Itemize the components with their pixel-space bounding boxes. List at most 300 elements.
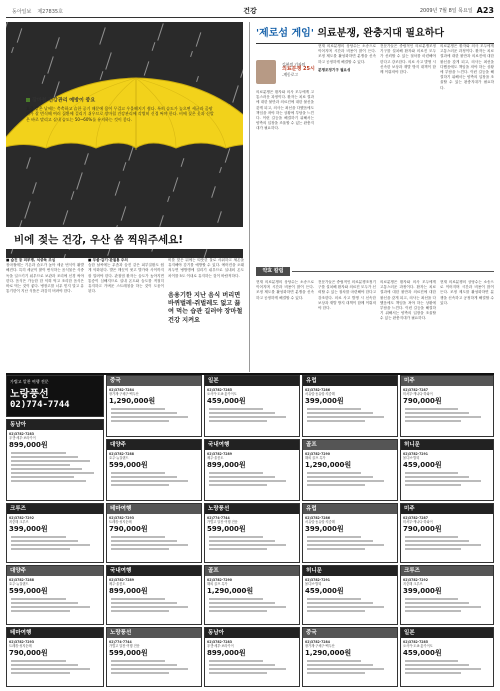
ad-phone: 02)3782-7291 — [305, 578, 330, 582]
ad-title: 골프 — [303, 440, 397, 450]
feature-body-3: 비를 맞은 뒤에는 따뜻한 물로 샤워하고 체온을 유지해야 감기를 예방할 수 있다. 에어컨을 오래 켜두면 냉방병에 걸리기 쉬우므로 실내외 온도 차이를 5도 이내로 유지하는 것이 바람직하다. — [168, 258, 244, 278]
ad-text-line — [209, 668, 286, 670]
rain-line — [76, 172, 83, 189]
ad-price: 459,000원 — [403, 460, 442, 469]
ad-body — [205, 576, 299, 616]
ad-body — [303, 386, 397, 426]
ad-title: 중국 — [107, 376, 201, 386]
ad-phone: 02)3782-7286 — [305, 388, 330, 392]
ad-title: 유럽 — [303, 504, 397, 514]
ad-phone: 02)3782-7289 — [109, 578, 134, 582]
ad-phone: 02)3782-7283 — [9, 432, 34, 436]
rain-line — [173, 177, 179, 192]
ad-body — [107, 514, 201, 554]
ad-text-line — [307, 540, 373, 542]
column-subtitle: -계동로그 — [282, 72, 299, 77]
ad-text-line — [11, 660, 66, 662]
ad-text-line — [405, 472, 458, 474]
ad-sub: 트레킹·성지순례 — [9, 644, 32, 649]
ad-text-line — [307, 416, 384, 418]
ad-text-line — [307, 484, 365, 486]
feature-col-2 — [88, 258, 164, 373]
ad-title: 국내여행 — [107, 566, 201, 576]
ad-box[interactable] — [400, 375, 494, 437]
ad-text-line — [11, 548, 70, 550]
rain-line — [157, 23, 164, 40]
ad-sub: 몰디브·발리 — [403, 456, 420, 461]
ad-box[interactable] — [106, 375, 202, 437]
ad-title: 노랑풍선 — [205, 504, 299, 514]
rain-line — [121, 206, 127, 221]
ad-box[interactable] — [204, 439, 300, 501]
headline-quote: '제로섬 게임' — [256, 28, 314, 39]
ad-price: 459,000원 — [207, 396, 246, 405]
feature-box-title: 장마철 건강관리 예방이 중요 — [26, 98, 216, 104]
ad-price: 399,000원 — [403, 586, 442, 595]
ad-text-line — [209, 416, 286, 418]
ad-box[interactable] — [106, 439, 202, 501]
column-col-3 — [380, 44, 436, 260]
ad-phone: 02)3782-7290 — [207, 578, 232, 582]
rain-line — [115, 181, 121, 196]
ad-sub: 호주·뉴질랜드 — [9, 582, 29, 587]
ad-text-line — [111, 416, 188, 418]
ad-price: 1,290,000원 — [305, 648, 352, 657]
ad-price: 599,000원 — [9, 586, 48, 595]
ad-body — [107, 576, 201, 616]
ad-price: 899,000원 — [9, 440, 48, 449]
ad-sub: 오사카·도쿄·홋카이도 — [403, 644, 433, 649]
box-col-3: 의료분쟁은 환자와 의사 모두에게 고통스러운 과정이다. 환자는 치료 결과에 대한 불만과 의료진에 대한 불신을 갖게 되고, 의사는 최선을 다했음에도 책임을 져야 하는 상황에 부담을 느낀다. 이런 갈등을 해결하기 위해서는 양측의 입장을 조율할 수 있는 완충지대가 필요하다. — [380, 280, 436, 321]
ad-box[interactable] — [302, 503, 398, 563]
ad-text-line — [111, 672, 169, 674]
rain-line — [17, 28, 23, 43]
rain-line — [167, 196, 170, 202]
ad-box[interactable] — [302, 627, 398, 687]
ad-title: 동남아 — [205, 628, 299, 638]
ad-logo-phone: 02)774-7744 — [10, 400, 70, 410]
rain-line — [63, 210, 69, 225]
rain-line — [211, 186, 216, 198]
ad-text-line — [405, 606, 481, 608]
ad-sub: 트레킹·성지순례 — [109, 520, 132, 525]
ad-sub: 미서부·캐나다·하와이 — [403, 520, 433, 525]
masthead — [6, 4, 494, 18]
ad-text-line — [405, 672, 461, 674]
ad-text-line — [209, 598, 263, 600]
ad-logo-sub: 가볍고 알찬 여행 전문 — [10, 379, 49, 384]
ad-sub: 제주·울릉도 — [109, 582, 126, 587]
ad-phone: 02)774-7744 — [207, 516, 230, 520]
ad-text-line — [11, 464, 70, 466]
ad-title: 유럽 — [303, 376, 397, 386]
rain-line — [152, 42, 156, 51]
rain-line — [24, 201, 31, 218]
ad-body — [107, 386, 201, 426]
section-title: 건강 — [243, 6, 257, 15]
ad-price: 399,000원 — [305, 396, 344, 405]
ad-text-line — [307, 480, 384, 482]
ad-text-line — [405, 598, 458, 600]
ad-text-line — [11, 598, 66, 600]
ad-text-line — [111, 610, 169, 612]
ad-phone: 02)3782-7283 — [207, 640, 232, 644]
ad-box[interactable] — [6, 565, 104, 625]
rain-line — [219, 167, 222, 173]
ad-phone: 02)3782-7286 — [305, 516, 330, 520]
ad-text-line — [209, 548, 267, 550]
ad-body — [107, 638, 201, 678]
rain-line — [6, 22, 8, 28]
ad-text-line — [307, 668, 384, 670]
ad-sub: 가볍고 알찬 여행 전문 — [207, 520, 238, 525]
ad-sub: 장가계·구채구·백두산 — [109, 392, 139, 397]
ad-body — [7, 638, 103, 678]
ad-text-line — [11, 540, 78, 542]
ad-text-line — [11, 452, 66, 454]
box-col-2: 전문가들은 중립적인 의료분쟁조정기구를 설치해 환자와 의료진 모두가 신뢰할 수 있는 절차를 마련해야 한다고 강조한다. 의료 사고 발생 시 신속한 보상과 재발 방지 대책이 함께 이뤄져야 한다. — [318, 280, 376, 311]
ad-box[interactable] — [6, 419, 104, 501]
ad-box[interactable] — [6, 503, 104, 563]
ad-title: 일본 — [401, 628, 493, 638]
column-box-title: 약효 칼럼 — [256, 267, 290, 276]
column-col-1 — [256, 90, 314, 260]
rain-line — [123, 162, 127, 171]
ad-sub: 미서부·캐나다·하와이 — [403, 392, 433, 397]
ad-title: 일본 — [205, 376, 299, 386]
ad-body — [401, 638, 493, 678]
ad-text-line — [11, 468, 82, 470]
ad-text-line — [111, 412, 177, 414]
ad-body — [303, 576, 397, 616]
ad-phone: 02)774-7744 — [109, 640, 132, 644]
ad-body — [401, 386, 493, 426]
ad-text-line — [111, 408, 165, 410]
ad-text-line — [111, 606, 188, 608]
ad-text-line — [307, 472, 361, 474]
ad-sub: 푸켓·세부·보라카이 — [9, 436, 36, 441]
ad-text-line — [209, 536, 263, 538]
ad-text-line — [405, 602, 469, 604]
ad-text-line — [209, 606, 286, 608]
ad-body — [401, 450, 493, 490]
feature-subhead-2: ■ 무좀·감기·관절통 주의 — [88, 258, 128, 262]
ad-text-line — [11, 668, 90, 670]
rain-line — [32, 182, 37, 194]
ad-phone: 02)3782-7287 — [403, 388, 428, 392]
ad-box[interactable] — [106, 565, 202, 625]
ad-text-line — [111, 548, 169, 550]
ad-text-line — [307, 412, 373, 414]
ad-text-line — [405, 536, 458, 538]
ad-text-line — [405, 476, 469, 478]
ad-phone: 02)3782-7284 — [109, 388, 134, 392]
ad-box[interactable] — [6, 627, 104, 687]
rain-line — [190, 51, 193, 57]
ad-title: 크루즈 — [7, 504, 103, 514]
issue-number: 제27835호 — [37, 8, 63, 15]
author-block — [256, 60, 316, 84]
ad-text-line — [11, 672, 70, 674]
ad-box[interactable] — [302, 375, 398, 437]
ad-text-line — [307, 598, 361, 600]
ad-text-line — [307, 602, 373, 604]
ad-text-line — [209, 420, 267, 422]
ad-text-line — [111, 420, 169, 422]
ad-title: 크루즈 — [401, 566, 493, 576]
ad-text-line — [307, 548, 365, 550]
ad-text-line — [111, 472, 165, 474]
ad-phone: 02)3782-7291 — [403, 452, 428, 456]
ad-text-line — [11, 472, 94, 474]
ad-text-line — [307, 660, 361, 662]
author-photo — [256, 60, 276, 84]
ad-text-line — [111, 484, 169, 486]
feature-subhead-1: ■ 습진 등 피부병, 식중독 조심 — [6, 258, 56, 262]
column-body-1: 의료분쟁은 환자와 의사 모두에게 고통스러운 과정이다. 환자는 치료 결과에 대한 불만과 의료진에 대한 불신을 갖게 되고, 의사는 최선을 다했음에도 책임을 져야 하는 상황에 부담을 느낀다. 이런 갈등을 해결하기 위해서는 양측의 입장을 조율할 수 있는 완충지대가 필요하다. — [256, 90, 314, 131]
ad-price: 790,000원 — [9, 648, 48, 657]
ad-text-line — [209, 664, 275, 666]
ad-sub: 가볍고 알찬 여행 전문 — [109, 644, 140, 649]
column-body-4: 의료분쟁은 환자와 의사 모두에게 고통스러운 과정이다. 환자는 치료 결과에 대한 불만과 의료진에 대한 불신을 갖게 되고, 의사는 최선을 다했음에도 책임을 져야 하는 상황에 부담을 느낀다. 이런 갈등을 해결하기 위해서는 양측의 입장을 조율할 수 있는 완충지대가 필요하다. — [440, 44, 494, 90]
ad-box[interactable] — [400, 627, 494, 687]
ad-text-line — [111, 536, 165, 538]
ad-price: 899,000원 — [109, 586, 148, 595]
box-col-1: 현재 의료분쟁의 상당수는 소송으로 이어지며 시간과 비용이 많이 든다. 조정 제도를 활성화하면 분쟁을 신속하고 공정하게 해결할 수 있다. — [256, 280, 314, 300]
rain-line — [105, 52, 112, 69]
column-body-2: 현재 의료분쟁의 상당수는 소송으로 이어지며 시간과 비용이 많이 든다. 조정 제도를 활성화하면 분쟁을 신속하고 공정하게 해결할 수 있다. — [318, 44, 376, 64]
ad-box[interactable] — [400, 565, 494, 625]
column-subhead: 분쟁조정기구 필요성 — [318, 67, 351, 72]
ad-phone: 02)3782-7285 — [207, 388, 232, 392]
ad-text-line — [405, 408, 458, 410]
ad-price: 599,000원 — [109, 460, 148, 469]
ad-text-line — [111, 668, 188, 670]
ad-sub: 서유럽·동유럽·지중해 — [305, 392, 335, 397]
column-divider — [249, 22, 250, 372]
column-title: 의료분쟁 25시 — [282, 66, 315, 72]
ad-body — [205, 450, 299, 490]
ad-title: 대양주 — [107, 440, 201, 450]
ad-text-line — [209, 540, 275, 542]
ad-phone: 02)3782-7284 — [305, 640, 330, 644]
ad-phone: 02)3782-7293 — [109, 516, 134, 520]
paper-name: 동아일보 제27835호 — [12, 8, 63, 15]
box-rule — [292, 271, 494, 272]
ad-sub: 해외 골프 특가 — [207, 582, 228, 587]
ad-text-line — [307, 664, 373, 666]
rain-line — [55, 37, 60, 49]
ad-box[interactable] — [204, 627, 300, 687]
ad-body — [205, 386, 299, 426]
ad-box[interactable] — [302, 439, 398, 501]
ad-sub: 호주·뉴질랜드 — [109, 456, 129, 461]
ad-phone: 02)3782-7290 — [305, 452, 330, 456]
ad-box[interactable] — [302, 565, 398, 625]
feature-body-2: 습한 날씨에는 무좀과 습진 같은 피부질환도 쉽게 악화된다. 발은 깨끗이 씻고 발가락 사이까지 잘 말려야 한다. 관절염 환자는 습도가 높아지면 통증이 심해지므로 실내 온도와 습도를 적절히 유지하고 가벼운 스트레칭을 하는 것이 도움이 된다. — [88, 263, 164, 294]
ad-text-line — [209, 408, 263, 410]
ad-title: 미주 — [401, 504, 493, 514]
ad-text-line — [209, 412, 275, 414]
ad-price: 1,290,000원 — [109, 396, 156, 405]
ad-text-line — [111, 602, 177, 604]
ad-title: 노랑풍선 — [107, 628, 201, 638]
page-number: A23 — [476, 6, 494, 15]
ad-text-line — [111, 480, 188, 482]
feature-box — [26, 98, 216, 138]
ad-sub: 오사카·도쿄·홋카이도 — [207, 392, 237, 397]
ad-box[interactable] — [204, 565, 300, 625]
ad-price: 459,000원 — [403, 648, 442, 657]
ad-text-line — [307, 672, 365, 674]
ad-box[interactable] — [400, 439, 494, 501]
ad-sub: 몰디브·발리 — [305, 582, 322, 587]
ad-price: 790,000원 — [403, 396, 442, 405]
ad-text-line — [405, 660, 458, 662]
ad-body — [7, 576, 103, 616]
ad-body — [107, 450, 201, 490]
ad-text-line — [11, 606, 90, 608]
ad-body — [205, 514, 299, 554]
ad-text-line — [405, 416, 481, 418]
ad-text-line — [11, 476, 74, 478]
feature-col-1 — [6, 258, 84, 373]
feature-box-text: 요즘 같은 날에는 축축하고 습한 공기 때문에 몸이 무겁고 우울해지기 쉽다. 특히 습도가 높으면 세균과 곰팡이가 잘 번식해 여러 질환에 걸리기 쉬우므로 장마철 건강관리에 각별히 신경 써야 한다. 비에 젖은 옷과 신발은 바로 말리고 실내 습도는 50~60%를 유지하는 것이 좋다. — [26, 105, 214, 122]
ad-text-line — [405, 412, 469, 414]
ad-phone: 02)3782-7292 — [403, 578, 428, 582]
ad-phone: 02)3782-7289 — [207, 452, 232, 456]
ad-text-line — [405, 480, 481, 482]
ad-price: 790,000원 — [403, 524, 442, 533]
ad-phone: 02)3782-7287 — [403, 516, 428, 520]
ad-price: 1,290,000원 — [305, 460, 352, 469]
feature-pull-quote: 음용기한 지난 음식 버리면 바퀴벌레·쥐벌레도 없고 끓여 먹는 습관 길러야 장마철 건강 지켜요 — [168, 292, 243, 324]
ad-text-line — [111, 660, 165, 662]
feature-headline: 비에 젖는 건강, 우산 씀 찍워주세요! — [14, 234, 184, 246]
ad-travel-logo[interactable] — [6, 375, 104, 417]
ad-box[interactable] — [106, 503, 202, 563]
rain-line — [11, 47, 14, 53]
ad-price: 399,000원 — [9, 524, 48, 533]
issue-date: 2009년 7월 8일 목요일 — [419, 8, 473, 14]
ad-box[interactable] — [204, 375, 300, 437]
ad-price: 599,000원 — [109, 648, 148, 657]
ad-title: 중국 — [303, 628, 397, 638]
author-name: 김현정 기자의 의료분쟁 25시 -계동로그 — [282, 62, 362, 77]
ad-box[interactable] — [106, 627, 202, 687]
ad-body — [303, 450, 397, 490]
ad-text-line — [209, 480, 286, 482]
ad-text-line — [307, 420, 365, 422]
ad-text-line — [307, 536, 361, 538]
ad-text-line — [209, 472, 263, 474]
rain-line — [159, 215, 164, 227]
ad-sub: 지중해 크루즈 — [9, 520, 29, 525]
ad-body — [205, 638, 299, 678]
feature-body-1: 장마철에는 기온과 습도가 높아 세균 번식이 활발해진다. 특히 세균이 많이 번식하는 음식물은 식중독을 일으키기 쉬우므로 보관과 조리에 신경 써야 한다. 음식은 가능한 한 익혀 먹고 조리한 음식은 바로 먹는 것이 좋다. 냉장고를 너무 믿지 말고 유통기한이 지난 식품은 과감히 버려야 한다. — [6, 263, 84, 294]
ad-text-line — [11, 536, 66, 538]
ad-box[interactable] — [400, 503, 494, 563]
column-headline — [256, 24, 494, 44]
column-body-3: 전문가들은 중립적인 의료분쟁조정기구를 설치해 환자와 의료진 모두가 신뢰할 수 있는 절차를 마련해야 한다고 강조한다. 의료 사고 발생 시 신속한 보상과 재발 방지 대책이 함께 이뤄져야 한다. — [380, 44, 436, 75]
rain-line — [99, 27, 106, 44]
ad-text-line — [307, 476, 373, 478]
ad-phone: 02)3782-7292 — [9, 516, 34, 520]
ad-text-line — [209, 610, 267, 612]
ad-text-line — [405, 540, 469, 542]
ad-body — [401, 576, 493, 616]
ad-text-line — [405, 668, 481, 670]
ad-text-line — [11, 664, 78, 666]
ad-sub: 장가계·구채구·백두산 — [305, 644, 335, 649]
ad-text-line — [111, 664, 177, 666]
ad-text-line — [209, 602, 275, 604]
ad-body — [303, 514, 397, 554]
ad-body — [7, 430, 103, 486]
ad-title: 미주 — [401, 376, 493, 386]
ad-body — [303, 638, 397, 678]
ad-text-line — [209, 476, 275, 478]
ad-text-line — [405, 548, 461, 550]
ad-phone: 02)3782-7285 — [403, 640, 428, 644]
ad-price: 599,000원 — [207, 524, 246, 533]
ad-title: 골프 — [205, 566, 299, 576]
ad-sub: 지중해 크루즈 — [403, 582, 423, 587]
ad-title: 테마여행 — [7, 628, 103, 638]
ad-title: 국내여행 — [205, 440, 299, 450]
ad-title: 동남아 — [7, 420, 103, 430]
ad-price: 899,000원 — [207, 648, 246, 657]
ad-text-line — [405, 664, 469, 666]
ad-text-line — [209, 544, 286, 546]
ad-sub: 해외 골프 특가 — [305, 456, 326, 461]
ad-title: 대양주 — [7, 566, 103, 576]
rain-line — [71, 191, 75, 200]
ad-sub: 서유럽·동유럽·지중해 — [305, 520, 335, 525]
ad-text-line — [111, 540, 177, 542]
ad-price: 790,000원 — [109, 524, 148, 533]
ad-text-line — [307, 610, 365, 612]
ad-text-line — [11, 602, 78, 604]
ad-text-line — [209, 484, 267, 486]
ad-text-line — [111, 598, 165, 600]
ad-title: 허니문 — [303, 566, 397, 576]
ad-phone: 02)3782-7293 — [9, 640, 34, 644]
column-col-4 — [440, 44, 494, 260]
ad-title: 테마여행 — [107, 504, 201, 514]
ad-sub: 푸켓·세부·보라카이 — [207, 644, 234, 649]
ad-text-line — [307, 408, 361, 410]
ad-text-line — [405, 544, 481, 546]
ad-text-line — [111, 544, 188, 546]
ad-text-line — [405, 484, 461, 486]
ad-text-line — [11, 544, 90, 546]
ad-text-line — [11, 460, 90, 462]
ad-text-line — [11, 480, 86, 482]
rain-line — [204, 249, 208, 258]
ad-phone: 02)3782-7288 — [109, 452, 134, 456]
rain-illustration — [6, 22, 243, 258]
headline-rest: 의료분쟁, 완충지대 필요하다 — [313, 28, 445, 39]
ad-text-line — [209, 660, 263, 662]
ad-sub: 제주·울릉도 — [207, 456, 224, 461]
ad-price: 459,000원 — [305, 586, 344, 595]
ad-price: 399,000원 — [305, 524, 344, 533]
feature-col-3 — [168, 258, 244, 290]
ad-body — [7, 514, 103, 554]
ad-text-line — [11, 456, 78, 458]
ad-box[interactable] — [204, 503, 300, 563]
